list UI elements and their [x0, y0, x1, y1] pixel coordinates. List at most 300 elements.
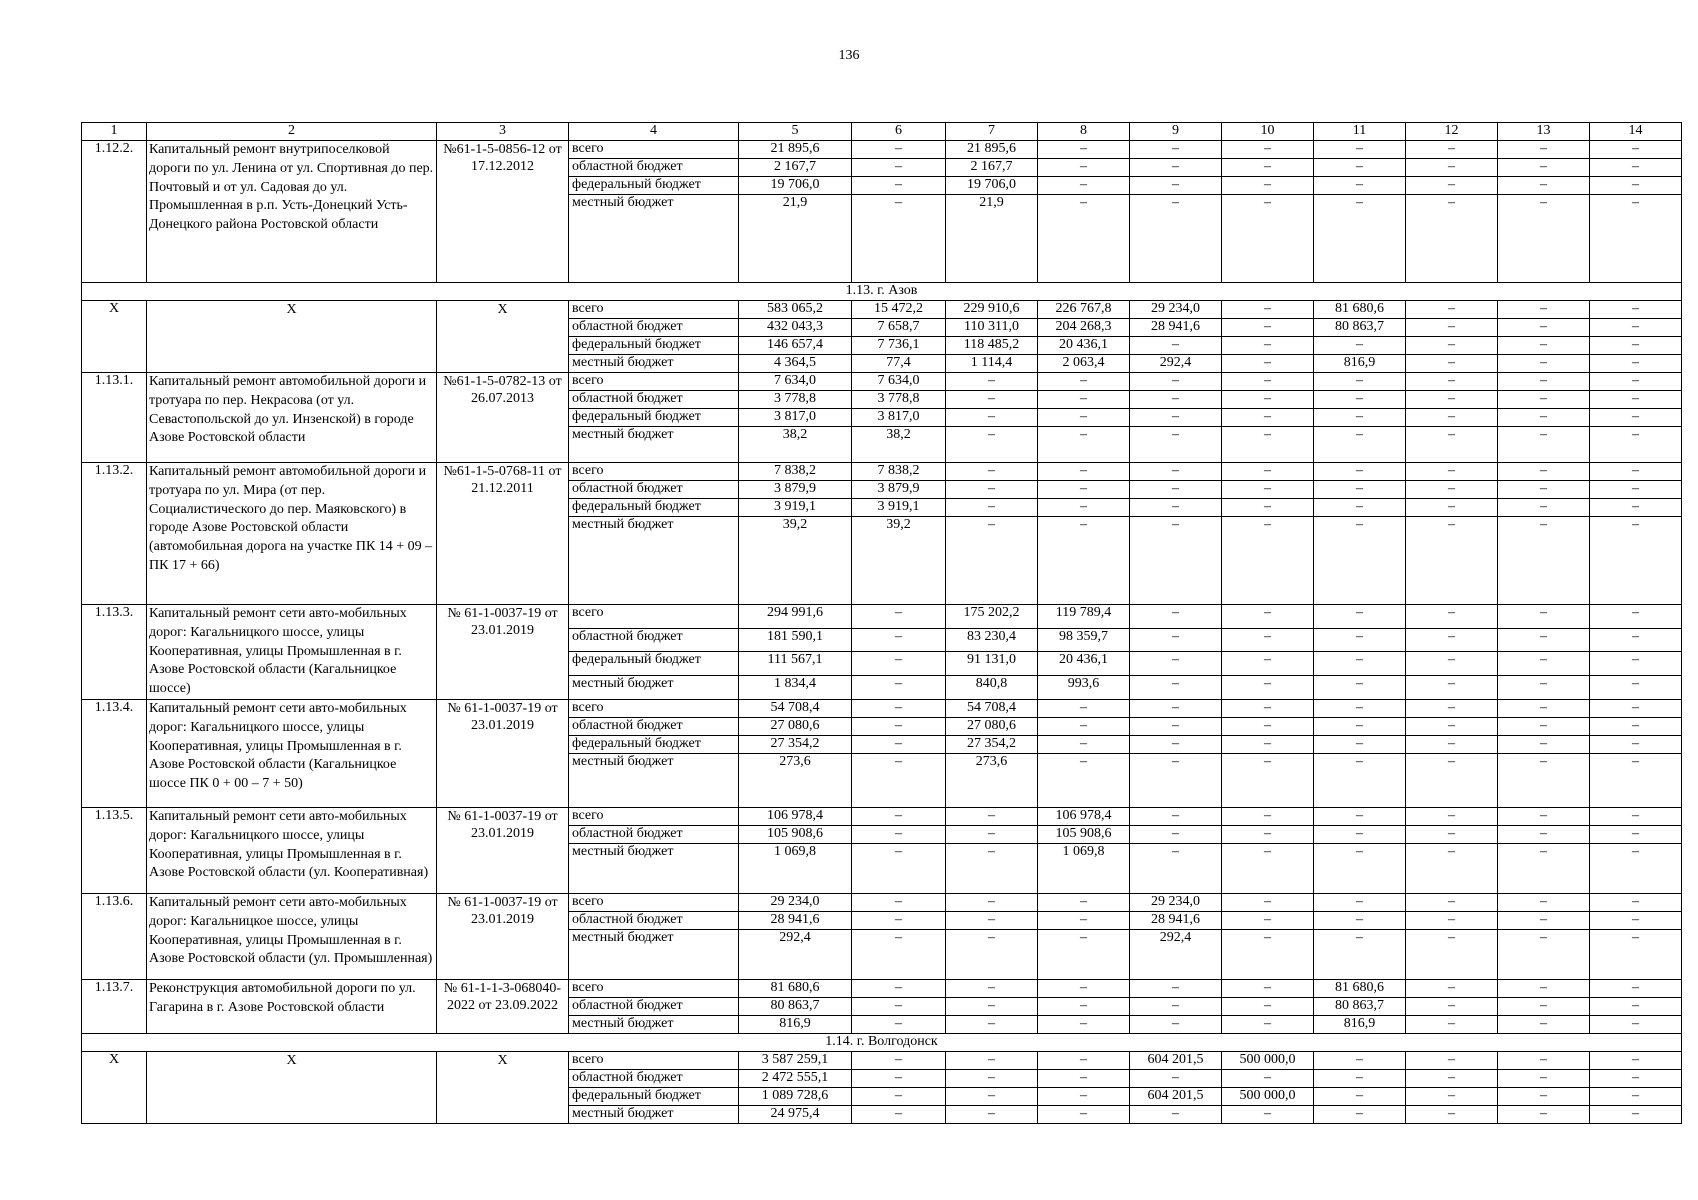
amount-cell: – [1498, 893, 1590, 911]
amount-cell: 27 354,2 [739, 735, 852, 753]
amount-cell: – [946, 1069, 1038, 1087]
amount-cell: 500 000,0 [1222, 1087, 1314, 1105]
amount-cell: – [852, 676, 946, 700]
amount-cell: – [1222, 463, 1314, 481]
amount-cell: 29 234,0 [1130, 301, 1222, 319]
amount-cell: – [1222, 427, 1314, 463]
amount-cell: – [1406, 391, 1498, 409]
amount-cell: 111 567,1 [739, 652, 852, 676]
amount-cell: – [852, 195, 946, 283]
amount-cell: – [1406, 427, 1498, 463]
amount-cell: 604 201,5 [1130, 1051, 1222, 1069]
amount-cell: – [1406, 753, 1498, 807]
header-cell: 13 [1498, 123, 1590, 141]
item-name: Капитальный ремонт сети авто-мобильных дорог: Кагальницкого шоссе, улицы Кооперативная, улицы Промышленная в г. Азове Ростовской области (Кагальницкое шоссе) [147, 605, 437, 700]
funding-source: местный бюджет [569, 1015, 739, 1033]
amount-cell: – [1222, 373, 1314, 391]
amount-cell: – [1130, 825, 1222, 843]
amount-cell: – [1130, 843, 1222, 893]
amount-cell: – [1406, 652, 1498, 676]
amount-cell: – [1498, 141, 1590, 159]
amount-cell: – [1314, 929, 1406, 979]
amount-cell: 1 089 728,6 [739, 1087, 852, 1105]
amount-cell: – [1314, 717, 1406, 735]
amount-cell: – [1222, 517, 1314, 605]
amount-cell: – [1406, 699, 1498, 717]
amount-cell: – [946, 463, 1038, 481]
amount-cell: – [1498, 825, 1590, 843]
amount-cell: – [1130, 409, 1222, 427]
amount-cell: – [1130, 605, 1222, 629]
header-cell: 6 [852, 123, 946, 141]
amount-cell: – [1590, 652, 1682, 676]
amount-cell: 273,6 [739, 753, 852, 807]
amount-cell: 105 908,6 [739, 825, 852, 843]
amount-cell: – [1590, 159, 1682, 177]
amount-cell: – [1314, 628, 1406, 652]
amount-cell: 19 706,0 [946, 177, 1038, 195]
amount-cell: – [1498, 499, 1590, 517]
amount-cell: – [1406, 997, 1498, 1015]
amount-cell: – [1406, 319, 1498, 337]
amount-cell: – [1038, 1051, 1130, 1069]
amount-cell: 3 817,0 [739, 409, 852, 427]
funding-source: всего [569, 301, 739, 319]
funding-source: всего [569, 699, 739, 717]
amount-cell: – [1590, 979, 1682, 997]
funding-source: областной бюджет [569, 997, 739, 1015]
amount-cell: – [1406, 481, 1498, 499]
amount-cell: – [1222, 717, 1314, 735]
amount-cell: – [1222, 997, 1314, 1015]
amount-cell: 3 817,0 [852, 409, 946, 427]
amount-cell: – [1314, 1105, 1406, 1123]
item-number: 1.13.6. [82, 893, 147, 979]
item-name: Х [147, 301, 437, 373]
amount-cell: 2 167,7 [946, 159, 1038, 177]
amount-cell: – [852, 1105, 946, 1123]
amount-cell: – [1498, 628, 1590, 652]
amount-cell: – [1222, 1015, 1314, 1033]
funding-source: областной бюджет [569, 911, 739, 929]
funding-source: местный бюджет [569, 517, 739, 605]
amount-cell: – [1038, 911, 1130, 929]
amount-cell: – [1498, 652, 1590, 676]
amount-cell: – [1130, 177, 1222, 195]
header-cell: 9 [1130, 123, 1222, 141]
amount-cell: 226 767,8 [1038, 301, 1130, 319]
amount-cell: – [1222, 159, 1314, 177]
item-number: 1.13.4. [82, 699, 147, 807]
amount-cell: – [1498, 979, 1590, 997]
amount-cell: – [1130, 676, 1222, 700]
amount-cell: 3 879,9 [852, 481, 946, 499]
amount-cell: – [1406, 628, 1498, 652]
section-title: 1.14. г. Волгодонск [82, 1033, 1682, 1051]
amount-cell: – [852, 1069, 946, 1087]
amount-cell: – [1590, 807, 1682, 825]
amount-cell: – [1406, 807, 1498, 825]
amount-cell: – [1038, 717, 1130, 735]
amount-cell: – [1498, 463, 1590, 481]
amount-cell: 19 706,0 [739, 177, 852, 195]
item-name: Капитальный ремонт автомобильной дороги и тротуара по ул. Мира (от пер. Социалистического до пер. Маяковского) в городе Азове Ростовской области (автомобильная дорога на участке ПК 14 + 09 – ПК 17 + 66) [147, 463, 437, 605]
amount-cell: – [946, 391, 1038, 409]
amount-cell: – [1406, 825, 1498, 843]
funding-source: федеральный бюджет [569, 337, 739, 355]
amount-cell: – [1314, 735, 1406, 753]
amount-cell: – [1222, 195, 1314, 283]
funding-source: местный бюджет [569, 929, 739, 979]
amount-cell: – [1406, 373, 1498, 391]
item-name: Реконструкция автомобильной дороги по ул. Гагарина в г. Азове Ростовской области [147, 979, 437, 1033]
amount-cell: – [1590, 177, 1682, 195]
amount-cell: – [1498, 605, 1590, 629]
amount-cell: – [1130, 753, 1222, 807]
amount-cell: – [1314, 499, 1406, 517]
amount-cell: – [946, 481, 1038, 499]
item-number: 1.13.5. [82, 807, 147, 893]
amount-cell: 1 114,4 [946, 355, 1038, 373]
amount-cell: 229 910,6 [946, 301, 1038, 319]
amount-cell: – [1314, 427, 1406, 463]
amount-cell: – [1498, 735, 1590, 753]
item-name: Капитальный ремонт сети авто-мобильных дорог: Кагальницкого шоссе, улицы Кооперативная, улицы Промышленная в г. Азове Ростовской области (ул. Кооперативная) [147, 807, 437, 893]
amount-cell: – [1406, 195, 1498, 283]
amount-cell: – [1590, 753, 1682, 807]
amount-cell: 39,2 [852, 517, 946, 605]
amount-cell: 28 941,6 [1130, 319, 1222, 337]
amount-cell: 21,9 [946, 195, 1038, 283]
header-cell: 12 [1406, 123, 1498, 141]
amount-cell: – [1222, 825, 1314, 843]
funding-source: областной бюджет [569, 391, 739, 409]
amount-cell: 4 364,5 [739, 355, 852, 373]
amount-cell: – [1406, 463, 1498, 481]
amount-cell: – [852, 628, 946, 652]
amount-cell: 294 991,6 [739, 605, 852, 629]
page-number: 136 [838, 48, 860, 63]
amount-cell: 3 919,1 [852, 499, 946, 517]
amount-cell: – [852, 1015, 946, 1033]
amount-cell: – [1314, 373, 1406, 391]
table-row [82, 301, 1682, 319]
amount-cell: – [946, 911, 1038, 929]
amount-cell: 106 978,4 [1038, 807, 1130, 825]
amount-cell: – [1590, 373, 1682, 391]
amount-cell: 816,9 [739, 1015, 852, 1033]
amount-cell: – [1590, 355, 1682, 373]
amount-cell: – [1038, 177, 1130, 195]
amount-cell: 119 789,4 [1038, 605, 1130, 629]
amount-cell: – [1314, 141, 1406, 159]
funding-source: всего [569, 893, 739, 911]
section-row [82, 1033, 1682, 1051]
funding-source: местный бюджет [569, 195, 739, 283]
amount-cell: – [1222, 929, 1314, 979]
amount-cell: – [1498, 481, 1590, 499]
amount-cell: – [946, 427, 1038, 463]
table-row [82, 893, 1682, 911]
amount-cell: – [852, 929, 946, 979]
amount-cell: – [1038, 699, 1130, 717]
amount-cell: 81 680,6 [1314, 301, 1406, 319]
amount-cell: – [1222, 319, 1314, 337]
amount-cell: – [1222, 753, 1314, 807]
amount-cell: – [1130, 735, 1222, 753]
amount-cell: – [1590, 517, 1682, 605]
amount-cell: – [1406, 735, 1498, 753]
amount-cell: 21 895,6 [946, 141, 1038, 159]
amount-cell: – [946, 499, 1038, 517]
funding-source: всего [569, 373, 739, 391]
item-number: 1.13.3. [82, 605, 147, 700]
amount-cell: – [1406, 1015, 1498, 1033]
amount-cell: – [1590, 319, 1682, 337]
section-title: 1.13. г. Азов [82, 283, 1682, 301]
amount-cell: – [1130, 337, 1222, 355]
amount-cell: – [1498, 195, 1590, 283]
item-document: № 61-1-0037-19 от 23.01.2019 [437, 807, 569, 893]
amount-cell: – [1314, 652, 1406, 676]
amount-cell: – [1590, 699, 1682, 717]
amount-cell: – [1590, 911, 1682, 929]
amount-cell: – [1314, 605, 1406, 629]
section-row [82, 283, 1682, 301]
funding-source: федеральный бюджет [569, 177, 739, 195]
amount-cell: 29 234,0 [1130, 893, 1222, 911]
funding-source: местный бюджет [569, 355, 739, 373]
amount-cell: – [1130, 195, 1222, 283]
item-document: № 61-1-0037-19 от 23.01.2019 [437, 605, 569, 700]
amount-cell: – [1498, 717, 1590, 735]
amount-cell: – [852, 893, 946, 911]
funding-source: всего [569, 463, 739, 481]
amount-cell: – [1314, 699, 1406, 717]
amount-cell: – [852, 1087, 946, 1105]
amount-cell: – [1406, 605, 1498, 629]
amount-cell: – [1590, 735, 1682, 753]
funding-source: федеральный бюджет [569, 409, 739, 427]
table-row [82, 979, 1682, 997]
item-document: Х [437, 301, 569, 373]
amount-cell: – [1130, 427, 1222, 463]
amount-cell: 604 201,5 [1130, 1087, 1222, 1105]
amount-cell: – [1498, 177, 1590, 195]
amount-cell: – [1498, 1015, 1590, 1033]
amount-cell: – [1406, 1105, 1498, 1123]
amount-cell: – [1590, 141, 1682, 159]
amount-cell: – [1590, 929, 1682, 979]
amount-cell: 816,9 [1314, 355, 1406, 373]
table-body [82, 123, 1682, 1124]
amount-cell: – [1498, 807, 1590, 825]
amount-cell: 175 202,2 [946, 605, 1038, 629]
amount-cell: – [1130, 997, 1222, 1015]
amount-cell: – [1038, 463, 1130, 481]
amount-cell: 27 080,6 [739, 717, 852, 735]
amount-cell: – [1590, 463, 1682, 481]
amount-cell: – [1038, 1069, 1130, 1087]
amount-cell: – [1590, 499, 1682, 517]
amount-cell: – [1222, 628, 1314, 652]
amount-cell: – [1038, 893, 1130, 911]
amount-cell: – [1038, 517, 1130, 605]
amount-cell: 105 908,6 [1038, 825, 1130, 843]
amount-cell: – [1314, 159, 1406, 177]
amount-cell: – [1590, 843, 1682, 893]
amount-cell: – [1038, 735, 1130, 753]
item-document: №61-1-5-0782-13 от 26.07.2013 [437, 373, 569, 463]
amount-cell: – [946, 1051, 1038, 1069]
amount-cell: 500 000,0 [1222, 1051, 1314, 1069]
header-cell: 11 [1314, 123, 1406, 141]
amount-cell: 29 234,0 [739, 893, 852, 911]
amount-cell: – [1038, 195, 1130, 283]
amount-cell: – [1222, 1069, 1314, 1087]
amount-cell: 77,4 [852, 355, 946, 373]
amount-cell: – [1498, 676, 1590, 700]
amount-cell: – [1406, 301, 1498, 319]
amount-cell: – [1314, 753, 1406, 807]
table-row [82, 373, 1682, 391]
amount-cell: – [1498, 753, 1590, 807]
amount-cell: – [1314, 517, 1406, 605]
amount-cell: – [1406, 717, 1498, 735]
funding-source: областной бюджет [569, 1069, 739, 1087]
amount-cell: – [1498, 1105, 1590, 1123]
amount-cell: – [1038, 499, 1130, 517]
amount-cell: – [1590, 1015, 1682, 1033]
amount-cell: – [1130, 391, 1222, 409]
item-document: № 61-1-0037-19 от 23.01.2019 [437, 699, 569, 807]
amount-cell: – [852, 1051, 946, 1069]
amount-cell: – [1406, 979, 1498, 997]
amount-cell: 840,8 [946, 676, 1038, 700]
item-name: Капитальный ремонт сети авто-мобильных дорог: Кагальницкого шоссе, улицы Кооперативная, улицы Промышленная в г. Азове Ростовской области (Кагальницкое шоссе ПК 0 + 00 – 7 + 50) [147, 699, 437, 807]
amount-cell: 54 708,4 [946, 699, 1038, 717]
amount-cell: 27 354,2 [946, 735, 1038, 753]
amount-cell: – [852, 825, 946, 843]
amount-cell: – [946, 409, 1038, 427]
item-document: №61-1-5-0856-12 от 17.12.2012 [437, 141, 569, 283]
amount-cell: – [1406, 1087, 1498, 1105]
header-row [82, 123, 1682, 141]
amount-cell: 28 941,6 [1130, 911, 1222, 929]
funding-source: областной бюджет [569, 628, 739, 652]
item-number: Х [82, 301, 147, 373]
amount-cell: – [1314, 1069, 1406, 1087]
amount-cell: 7 736,1 [852, 337, 946, 355]
amount-cell: – [1406, 911, 1498, 929]
amount-cell: – [1406, 177, 1498, 195]
amount-cell: 38,2 [852, 427, 946, 463]
amount-cell: – [1314, 391, 1406, 409]
amount-cell: – [1038, 427, 1130, 463]
amount-cell: 81 680,6 [1314, 979, 1406, 997]
amount-cell: – [946, 997, 1038, 1015]
amount-cell: 7 838,2 [739, 463, 852, 481]
amount-cell: 20 436,1 [1038, 652, 1130, 676]
amount-cell: – [1038, 1015, 1130, 1033]
amount-cell: – [1222, 301, 1314, 319]
amount-cell: 181 590,1 [739, 628, 852, 652]
amount-cell: – [1130, 652, 1222, 676]
funding-source: федеральный бюджет [569, 652, 739, 676]
amount-cell: – [1130, 1015, 1222, 1033]
amount-cell: – [1406, 893, 1498, 911]
amount-cell: – [1314, 911, 1406, 929]
funding-source: областной бюджет [569, 319, 739, 337]
amount-cell: – [1222, 893, 1314, 911]
amount-cell: – [1406, 141, 1498, 159]
item-number: 1.12.2. [82, 141, 147, 283]
table-row [82, 463, 1682, 481]
amount-cell: 3 587 259,1 [739, 1051, 852, 1069]
amount-cell: 292,4 [739, 929, 852, 979]
funding-source: федеральный бюджет [569, 1087, 739, 1105]
amount-cell: – [1590, 1105, 1682, 1123]
amount-cell: – [1590, 717, 1682, 735]
amount-cell: – [1498, 997, 1590, 1015]
amount-cell: 816,9 [1314, 1015, 1406, 1033]
funding-source: областной бюджет [569, 825, 739, 843]
amount-cell: – [1406, 499, 1498, 517]
amount-cell: – [852, 753, 946, 807]
item-document: № 61-1-1-3-068040-2022 от 23.09.2022 [437, 979, 569, 1033]
amount-cell: 27 080,6 [946, 717, 1038, 735]
funding-source: местный бюджет [569, 427, 739, 463]
amount-cell: 54 708,4 [739, 699, 852, 717]
amount-cell: – [1498, 319, 1590, 337]
amount-cell: 146 657,4 [739, 337, 852, 355]
amount-cell: – [946, 843, 1038, 893]
amount-cell: – [1590, 1087, 1682, 1105]
funding-source: всего [569, 605, 739, 629]
amount-cell: – [1314, 843, 1406, 893]
table-row [82, 807, 1682, 825]
amount-cell: – [1590, 337, 1682, 355]
item-number: 1.13.7. [82, 979, 147, 1033]
amount-cell: 3 778,8 [852, 391, 946, 409]
amount-cell: 24 975,4 [739, 1105, 852, 1123]
item-number: Х [82, 1051, 147, 1123]
amount-cell: – [1222, 979, 1314, 997]
amount-cell: – [1130, 1069, 1222, 1087]
amount-cell: – [1498, 1069, 1590, 1087]
amount-cell: – [1498, 409, 1590, 427]
amount-cell: 15 472,2 [852, 301, 946, 319]
amount-cell: – [1038, 997, 1130, 1015]
funding-source: всего [569, 141, 739, 159]
amount-cell: – [946, 1087, 1038, 1105]
amount-cell: – [1038, 391, 1130, 409]
funding-source: областной бюджет [569, 717, 739, 735]
amount-cell: 7 838,2 [852, 463, 946, 481]
amount-cell: – [1498, 1051, 1590, 1069]
header-cell: 1 [82, 123, 147, 141]
funding-source: всего [569, 807, 739, 825]
amount-cell: – [1498, 911, 1590, 929]
amount-cell: – [1222, 843, 1314, 893]
amount-cell: – [1222, 409, 1314, 427]
amount-cell: – [1314, 177, 1406, 195]
amount-cell: – [1314, 1087, 1406, 1105]
amount-cell: – [1222, 911, 1314, 929]
amount-cell: – [1406, 676, 1498, 700]
amount-cell: – [1314, 481, 1406, 499]
item-name: Капитальный ремонт автомобильной дороги и тротуара по пер. Некрасова (от ул. Севастопольской до ул. Инзенской) в городе Азове Ростовской области [147, 373, 437, 463]
